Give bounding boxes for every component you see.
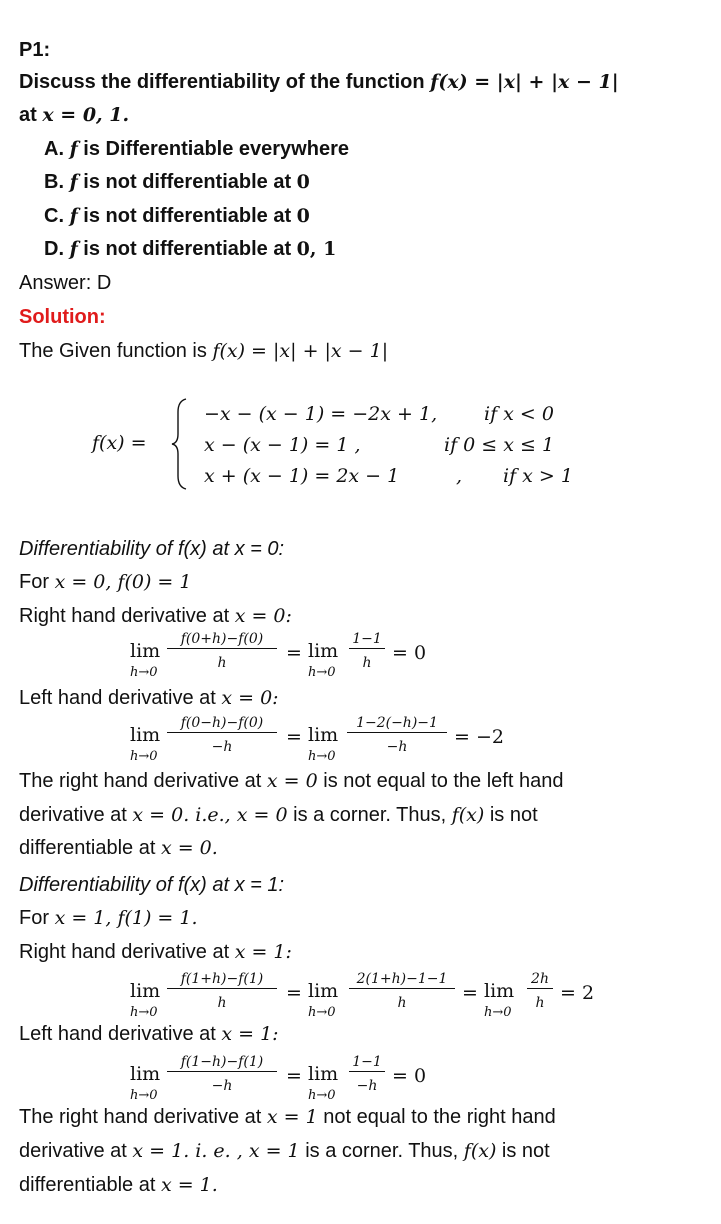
section-1-conclusion-3	[19, 1173, 218, 1197]
lim-sub: h→0	[130, 665, 158, 680]
lim-sub: h→0	[484, 1005, 512, 1020]
lim-sub: h→0	[130, 749, 158, 764]
piecewise-lhs: f(x) =	[92, 432, 147, 454]
piecewise-row-2-expr: x − (x − 1) = 1 ,	[204, 434, 361, 456]
numerator: f(1+h)−f(1)	[167, 971, 277, 989]
limit	[130, 724, 161, 764]
piecewise-row-3-expr: x + (x − 1) = 2x − 1	[204, 465, 400, 487]
rhd-math: x = 1:	[234, 941, 292, 963]
option-letter: B.	[44, 171, 64, 193]
option-text: is not differentiable at	[77, 238, 297, 260]
given-line	[19, 339, 388, 363]
numerator: f(1−h)−f(1)	[167, 1054, 277, 1072]
lim-word: lim	[130, 640, 161, 662]
given-math: f(x) = |x| + |x − 1|	[212, 340, 389, 362]
lim-word: lim	[484, 980, 515, 1002]
rhd-text: Right hand derivative at	[19, 941, 235, 963]
limit	[130, 1063, 161, 1103]
rhd-math: x = 0:	[234, 605, 292, 627]
fraction	[349, 631, 385, 671]
option-letter: D.	[44, 238, 64, 260]
denominator: h	[535, 995, 545, 1011]
denominator: h	[362, 655, 372, 671]
for-text: For	[19, 907, 55, 929]
problem-label: P1:	[19, 39, 51, 61]
option-c[interactable]	[44, 204, 310, 228]
rhd-text: Right hand derivative at	[19, 605, 235, 627]
section-0-heading: Differentiability of f(x) at x = 0:	[19, 538, 285, 560]
given-text: The Given function is	[19, 340, 213, 362]
for-text: For	[19, 571, 55, 593]
option-text: is not differentiable at	[77, 171, 297, 193]
lim-word: lim	[308, 1063, 339, 1085]
for-math: x = 0, f(0) = 1	[54, 571, 192, 593]
denominator: −h	[386, 739, 408, 755]
equals-sign: =	[286, 982, 302, 1004]
limit	[308, 640, 339, 680]
numerator: f(0−h)−f(0)	[167, 715, 277, 733]
lim-word: lim	[308, 640, 339, 662]
text: The right hand derivative at	[19, 1106, 267, 1128]
math: x = 0. i.e., x = 0	[132, 804, 288, 826]
text: is a corner. Thus,	[299, 1140, 464, 1162]
limit	[130, 980, 161, 1020]
question-math: f(x) = |x| + |x − 1|	[430, 71, 619, 93]
piecewise-row-2-cond: if 0 ≤ x ≤ 1	[444, 434, 555, 456]
option-math-value: 0	[296, 205, 310, 227]
numerator: 2h	[527, 971, 553, 989]
denominator: h	[397, 995, 407, 1011]
limit	[308, 980, 339, 1020]
result: = 0	[392, 1065, 427, 1087]
section-1-lhd-label	[19, 1022, 279, 1046]
result: = −2	[454, 726, 504, 748]
piecewise-row-1-expr: −x − (x − 1) = −2x + 1,	[204, 403, 438, 425]
piecewise-row-1-cond: if x < 0	[484, 403, 554, 425]
section-1-conclusion-1	[19, 1105, 556, 1129]
lim-sub: h→0	[308, 1088, 336, 1103]
fraction	[347, 715, 447, 755]
denominator: −h	[211, 739, 233, 755]
option-letter: A.	[44, 138, 64, 160]
option-math: f	[69, 171, 78, 193]
question-text: Discuss the differentiability of the function	[19, 71, 431, 93]
limit	[484, 980, 515, 1020]
math: x = 1	[266, 1106, 318, 1128]
denominator: −h	[356, 1078, 378, 1094]
lim-sub: h→0	[130, 1005, 158, 1020]
lhd-text: Left hand derivative at	[19, 687, 222, 709]
question-math-2: x = 0, 1.	[42, 104, 130, 126]
fraction	[349, 971, 455, 1011]
fraction	[527, 971, 553, 1011]
text: The right hand derivative at	[19, 770, 267, 792]
lim-word: lim	[130, 980, 161, 1002]
section-0-for-line	[19, 570, 191, 594]
lhd-math: x = 0:	[221, 687, 279, 709]
option-math: f	[69, 138, 78, 160]
answer-line	[19, 271, 111, 295]
equals-sign: =	[286, 642, 302, 664]
section-1-rhd-label	[19, 940, 292, 964]
lim-word: lim	[130, 724, 161, 746]
denominator: h	[217, 995, 227, 1011]
section-0-conclusion-1	[19, 769, 563, 793]
lim-sub: h→0	[130, 1088, 158, 1103]
text: is a corner. Thus,	[287, 804, 452, 826]
denominator: h	[217, 655, 227, 671]
question-line-2	[19, 103, 129, 127]
option-text: is not differentiable at	[77, 205, 297, 227]
equals-sign: =	[286, 726, 302, 748]
lim-word: lim	[130, 1063, 161, 1085]
section-0-conclusion-3	[19, 836, 218, 860]
lhd-math: x = 1:	[221, 1023, 279, 1045]
option-letter: C.	[44, 205, 64, 227]
for-math: x = 1, f(1) = 1.	[54, 907, 198, 929]
lim-word: lim	[308, 980, 339, 1002]
denominator: −h	[211, 1078, 233, 1094]
text: is not	[496, 1140, 550, 1162]
numerator: f(0+h)−f(0)	[167, 631, 277, 649]
result: = 2	[560, 982, 595, 1004]
lim-sub: h→0	[308, 665, 336, 680]
equals-sign: =	[462, 982, 478, 1004]
option-math-value: 0	[296, 171, 310, 193]
limit	[308, 724, 339, 764]
lim-sub: h→0	[308, 749, 336, 764]
solution-heading: Solution:	[19, 306, 106, 328]
math: x = 0	[266, 770, 318, 792]
text: differentiable at	[19, 837, 161, 859]
text: derivative at	[19, 1140, 133, 1162]
text: is not equal to the left hand	[317, 770, 564, 792]
answer-value: D	[96, 272, 112, 294]
fraction	[167, 1054, 277, 1094]
section-1-for-line	[19, 906, 198, 930]
result: = 0	[392, 642, 427, 664]
section-0-rhd-label	[19, 604, 292, 628]
numerator: 1−1	[349, 631, 385, 649]
fraction	[167, 971, 277, 1011]
text: derivative at	[19, 804, 133, 826]
equals-sign: =	[286, 1065, 302, 1087]
math: x = 1. i. e. , x = 1	[132, 1140, 300, 1162]
limit	[308, 1063, 339, 1103]
section-1-conclusion-2	[19, 1139, 550, 1163]
math: x = 1.	[160, 1174, 218, 1196]
math: x = 0.	[160, 837, 218, 859]
option-d[interactable]	[44, 237, 336, 261]
section-1-heading: Differentiability of f(x) at x = 1:	[19, 874, 285, 896]
option-a[interactable]	[44, 137, 349, 161]
piecewise-row-3-cond: if x > 1	[503, 465, 573, 487]
lim-word: lim	[308, 724, 339, 746]
limit	[130, 640, 161, 680]
option-math-value: 0, 1	[296, 238, 337, 260]
fraction	[167, 715, 277, 755]
question-text-2: at	[19, 104, 43, 126]
math: f(x)	[451, 804, 485, 826]
piecewise-row-3-sep: ,	[456, 465, 463, 487]
option-math: f	[69, 238, 78, 260]
section-0-conclusion-2	[19, 803, 538, 827]
option-b[interactable]	[44, 170, 310, 194]
question-line-1	[19, 70, 619, 94]
option-math: f	[69, 205, 78, 227]
option-text: is Differentiable everywhere	[77, 138, 349, 160]
answer-label: Answer:	[19, 272, 92, 294]
text: not equal to the right hand	[317, 1106, 556, 1128]
numerator: 2(1+h)−1−1	[349, 971, 455, 989]
lim-sub: h→0	[308, 1005, 336, 1020]
text: is not	[484, 804, 538, 826]
numerator: 1−2(−h)−1	[347, 715, 447, 733]
fraction	[349, 1054, 385, 1094]
math: f(x)	[463, 1140, 497, 1162]
lhd-text: Left hand derivative at	[19, 1023, 222, 1045]
section-0-lhd-label	[19, 686, 279, 710]
text: differentiable at	[19, 1174, 161, 1196]
left-brace-icon	[170, 398, 188, 490]
numerator: 1−1	[349, 1054, 385, 1072]
fraction	[167, 631, 277, 671]
